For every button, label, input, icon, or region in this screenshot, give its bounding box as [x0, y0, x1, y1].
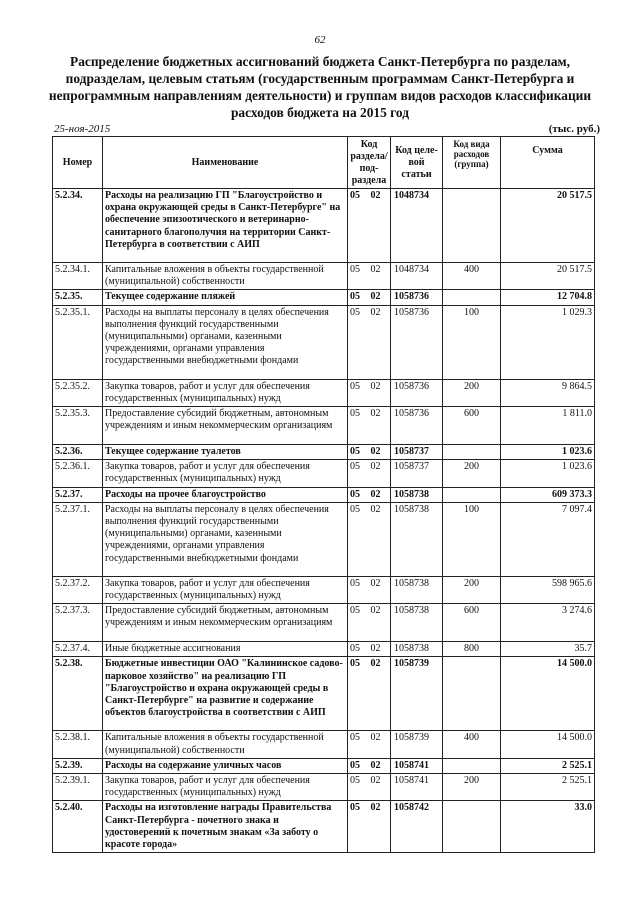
row-target-code: 1058738 [391, 576, 443, 603]
row-section: 05 [348, 460, 369, 487]
header-code: Код целе- вой статьи [391, 137, 443, 189]
row-target-code: 1058742 [391, 801, 443, 853]
table-row [53, 487, 595, 502]
table-row [53, 290, 595, 305]
row-section: 05 [348, 502, 369, 576]
row-number: 5.2.37.3. [53, 604, 103, 642]
row-expense-kind: 600 [443, 407, 501, 445]
row-sum: 1 811.0 [501, 407, 595, 445]
row-section: 05 [348, 576, 369, 603]
table-row [53, 189, 595, 263]
row-subsection: 02 [369, 657, 391, 731]
table-row [53, 731, 595, 758]
row-subsection: 02 [369, 758, 391, 773]
row-expense-kind: 400 [443, 263, 501, 290]
row-expense-kind [443, 657, 501, 731]
row-expense-kind: 800 [443, 642, 501, 657]
row-sum: 1 023.6 [501, 445, 595, 460]
row-target-code: 1058741 [391, 774, 443, 801]
budget-table [52, 136, 595, 853]
row-sum: 14 500.0 [501, 731, 595, 758]
table-row [53, 801, 595, 853]
row-target-code: 1058737 [391, 460, 443, 487]
table-row [53, 305, 595, 379]
row-subsection: 02 [369, 407, 391, 445]
row-expense-kind: 100 [443, 502, 501, 576]
row-target-code: 1058741 [391, 758, 443, 773]
row-subsection: 02 [369, 460, 391, 487]
row-expense-kind: 400 [443, 731, 501, 758]
row-number: 5.2.34. [53, 189, 103, 263]
row-sum: 7 097.4 [501, 502, 595, 576]
row-section: 05 [348, 305, 369, 379]
row-expense-kind [443, 801, 501, 853]
row-subsection: 02 [369, 502, 391, 576]
row-expense-kind: 200 [443, 774, 501, 801]
table-row [53, 642, 595, 657]
row-number: 5.2.39.1. [53, 774, 103, 801]
table-row [53, 263, 595, 290]
row-target-code: 1058738 [391, 502, 443, 576]
header-kind: Код вида расходов (группа) [443, 137, 501, 189]
row-subsection: 02 [369, 731, 391, 758]
row-subsection: 02 [369, 642, 391, 657]
header-name: Наименование [103, 137, 348, 189]
document-date: 25-ноя-2015 [54, 123, 111, 135]
row-target-code: 1058739 [391, 731, 443, 758]
row-sum: 598 965.6 [501, 576, 595, 603]
row-expense-kind [443, 189, 501, 263]
row-target-code: 1058736 [391, 379, 443, 406]
row-number: 5.2.35.2. [53, 379, 103, 406]
row-subsection: 02 [369, 487, 391, 502]
row-subsection: 02 [369, 305, 391, 379]
row-subsection: 02 [369, 445, 391, 460]
row-subsection: 02 [369, 576, 391, 603]
row-number: 5.2.38. [53, 657, 103, 731]
row-name: Текущее содержание пляжей [103, 290, 348, 305]
row-section: 05 [348, 774, 369, 801]
row-expense-kind [443, 290, 501, 305]
row-section: 05 [348, 642, 369, 657]
row-name: Расходы на содержание уличных часов [103, 758, 348, 773]
row-name: Текущее содержание туалетов [103, 445, 348, 460]
row-subsection: 02 [369, 290, 391, 305]
row-number: 5.2.34.1. [53, 263, 103, 290]
row-sum: 20 517.5 [501, 189, 595, 263]
header-num: Номер [53, 137, 103, 189]
header-sum: Сумма [501, 137, 595, 189]
row-number: 5.2.35.3. [53, 407, 103, 445]
row-name: Расходы на реализацию ГП "Благоустройство и охрана окружающей среды в Санкт-Петербурге" на обеспечение эпизоотического и ветеринарно-санитарного благополучия на территории Санкт-Петербурга в соответствии с АИП [103, 189, 348, 263]
row-name: Бюджетные инвестиции ОАО "Калининское садово-парковое хозяйство" на реализацию ГП "Благоустройство и охрана окружающей среды в Санкт-Петербурге" на развитие и содержание объектов благоустройства в соответствии с АИП [103, 657, 348, 731]
row-name: Расходы на изготовление награды Правительства Санкт-Петербурга - почетного знака и удостоверений к почетным знакам «За заботу о красоте города» [103, 801, 348, 853]
row-section: 05 [348, 801, 369, 853]
row-expense-kind [443, 487, 501, 502]
row-number: 5.2.40. [53, 801, 103, 853]
row-expense-kind [443, 758, 501, 773]
table-row [53, 407, 595, 445]
row-name: Капитальные вложения в объекты государственной (муниципальной) собственности [103, 263, 348, 290]
row-section: 05 [348, 487, 369, 502]
row-subsection: 02 [369, 263, 391, 290]
row-number: 5.2.37.1. [53, 502, 103, 576]
row-section: 05 [348, 263, 369, 290]
row-target-code: 1058738 [391, 487, 443, 502]
row-section: 05 [348, 604, 369, 642]
units-label: (тыс. руб.) [548, 123, 600, 135]
row-sum: 2 525.1 [501, 774, 595, 801]
row-target-code: 1048734 [391, 263, 443, 290]
row-section: 05 [348, 657, 369, 731]
row-expense-kind: 200 [443, 576, 501, 603]
row-subsection: 02 [369, 604, 391, 642]
row-sum: 1 029.3 [501, 305, 595, 379]
row-name: Расходы на прочее благоустройство [103, 487, 348, 502]
row-name: Закупка товаров, работ и услуг для обеспечения государственных (муниципальных) нужд [103, 460, 348, 487]
row-target-code: 1058736 [391, 305, 443, 379]
row-section: 05 [348, 189, 369, 263]
row-expense-kind: 200 [443, 460, 501, 487]
table-header-row [53, 137, 595, 189]
row-section: 05 [348, 407, 369, 445]
row-sum: 12 704.8 [501, 290, 595, 305]
row-number: 5.2.37.2. [53, 576, 103, 603]
row-section: 05 [348, 758, 369, 773]
table-row [53, 502, 595, 576]
row-number: 5.2.36. [53, 445, 103, 460]
row-sum: 3 274.6 [501, 604, 595, 642]
row-target-code: 1048734 [391, 189, 443, 263]
row-name: Иные бюджетные ассигнования [103, 642, 348, 657]
row-subsection: 02 [369, 379, 391, 406]
row-sum: 20 517.5 [501, 263, 595, 290]
row-number: 5.2.35. [53, 290, 103, 305]
row-section: 05 [348, 731, 369, 758]
row-subsection: 02 [369, 189, 391, 263]
table-body [53, 189, 595, 853]
row-name: Закупка товаров, работ и услуг для обеспечения государственных (муниципальных) нужд [103, 774, 348, 801]
row-sum: 2 525.1 [501, 758, 595, 773]
row-target-code: 1058738 [391, 604, 443, 642]
row-target-code: 1058739 [391, 657, 443, 731]
row-number: 5.2.39. [53, 758, 103, 773]
row-section: 05 [348, 445, 369, 460]
row-name: Расходы на выплаты персоналу в целях обеспечения выполнения функций государственными (муниципальными) органами, казенными учреждениями, органами управления государственными внебюджетными фондами [103, 305, 348, 379]
row-name: Закупка товаров, работ и услуг для обеспечения государственных (муниципальных) нужд [103, 379, 348, 406]
row-number: 5.2.37.4. [53, 642, 103, 657]
row-expense-kind: 600 [443, 604, 501, 642]
row-number: 5.2.35.1. [53, 305, 103, 379]
page-number: 62 [314, 34, 326, 46]
row-sum: 609 373.3 [501, 487, 595, 502]
row-number: 5.2.38.1. [53, 731, 103, 758]
row-sum: 35.7 [501, 642, 595, 657]
row-expense-kind: 100 [443, 305, 501, 379]
header-section: Код раздела/ под- раздела [348, 137, 391, 189]
row-sum: 9 864.5 [501, 379, 595, 406]
table-row [53, 576, 595, 603]
row-name: Расходы на выплаты персоналу в целях обеспечения выполнения функций государственными (муниципальными) органами, казенными учреждениями, органами управления государственными внебюджетными фондами [103, 502, 348, 576]
row-sum: 1 023.6 [501, 460, 595, 487]
row-section: 05 [348, 290, 369, 305]
row-target-code: 1058738 [391, 642, 443, 657]
row-sum: 14 500.0 [501, 657, 595, 731]
table-row [53, 657, 595, 731]
table-row [53, 758, 595, 773]
row-target-code: 1058736 [391, 407, 443, 445]
row-name: Предоставление субсидий бюджетным, автономным учреждениям и иным некоммерческим организациям [103, 407, 348, 445]
row-name: Капитальные вложения в объекты государственной (муниципальной) собственности [103, 731, 348, 758]
table-row [53, 445, 595, 460]
row-name: Предоставление субсидий бюджетным, автономным учреждениям и иным некоммерческим организациям [103, 604, 348, 642]
row-expense-kind: 200 [443, 379, 501, 406]
table-row [53, 774, 595, 801]
row-sum: 33.0 [501, 801, 595, 853]
table-row [53, 460, 595, 487]
row-number: 5.2.36.1. [53, 460, 103, 487]
row-expense-kind [443, 445, 501, 460]
row-number: 5.2.37. [53, 487, 103, 502]
table-row [53, 604, 595, 642]
document-title: Распределение бюджетных ассигнований бюджета Санкт-Петербурга по разделам, подразделам, целевым статьям (государственным программам Санкт-Петербурга и непрограммным направлениям деятельности) и группам видов расходов классификации расходов бюджета на 2015 год [48, 54, 592, 120]
row-subsection: 02 [369, 801, 391, 853]
row-target-code: 1058736 [391, 290, 443, 305]
row-subsection: 02 [369, 774, 391, 801]
row-name: Закупка товаров, работ и услуг для обеспечения государственных (муниципальных) нужд [103, 576, 348, 603]
row-target-code: 1058737 [391, 445, 443, 460]
table-row [53, 379, 595, 406]
row-section: 05 [348, 379, 369, 406]
